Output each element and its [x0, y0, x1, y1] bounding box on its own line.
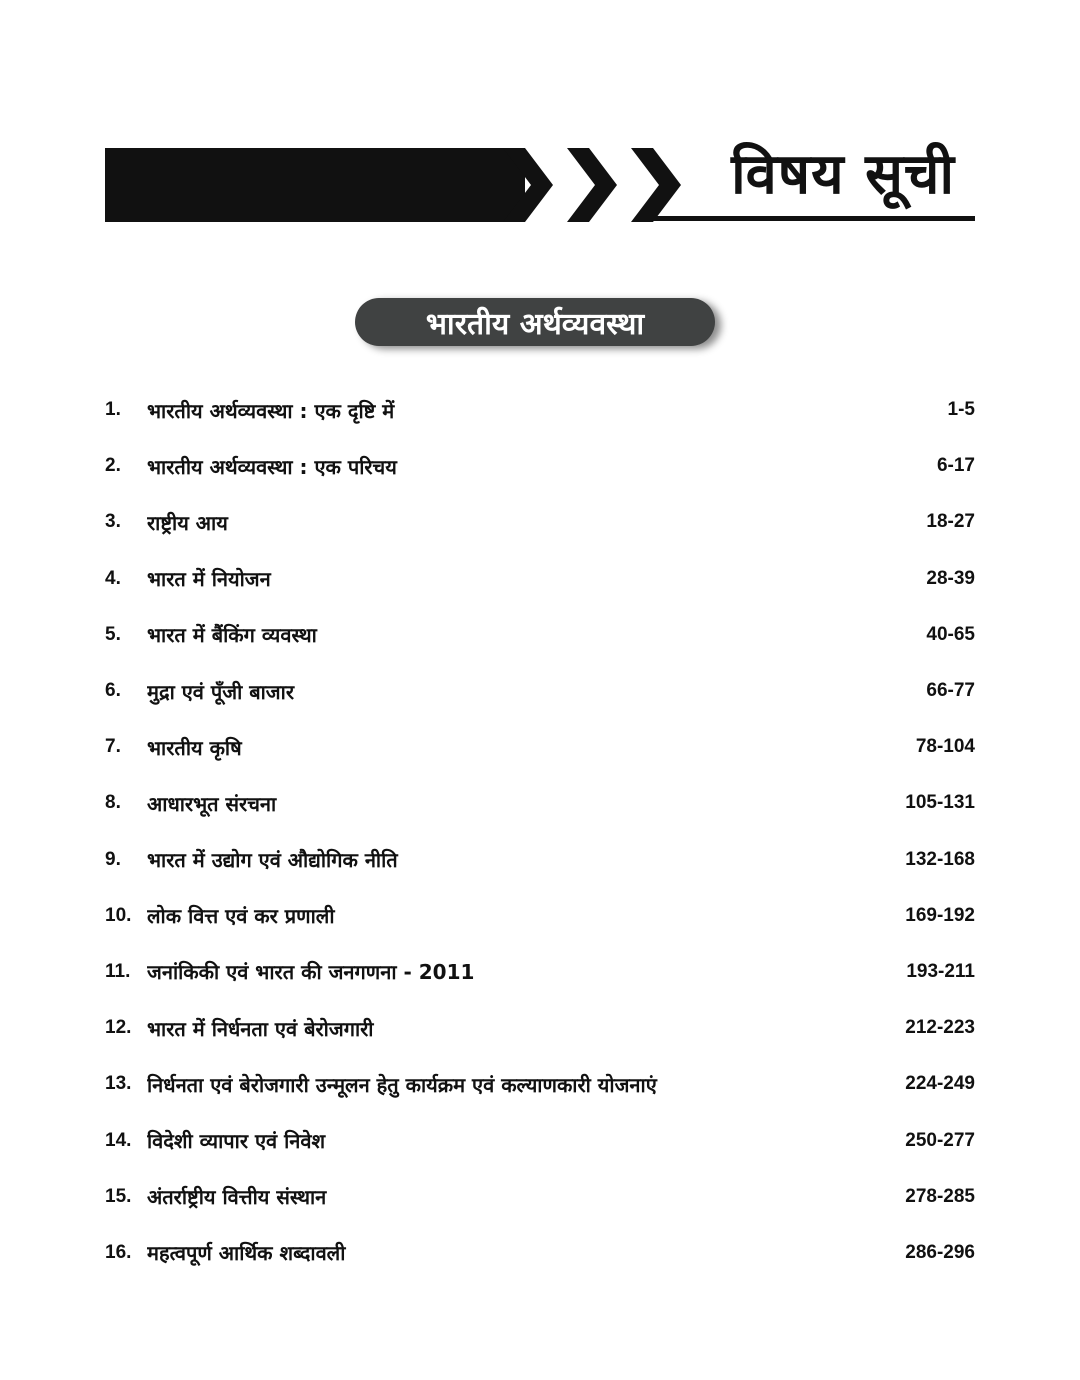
toc-pages: 169-192 — [905, 904, 975, 926]
page-title: विषय सूची — [731, 142, 955, 207]
toc-title: विदेशी व्यापार एवं निवेश — [147, 1129, 326, 1154]
toc-pages: 132-168 — [905, 848, 975, 870]
toc-row[interactable] — [105, 1056, 975, 1112]
header-banner — [105, 142, 975, 226]
toc-row[interactable] — [105, 1225, 975, 1281]
section-heading-pill — [355, 298, 715, 346]
toc-row[interactable] — [105, 1112, 975, 1168]
toc-number: 5. — [105, 623, 121, 645]
toc-title: लोक वित्त एवं कर प्रणाली — [147, 904, 335, 929]
toc-row[interactable] — [105, 551, 975, 607]
toc-pages: 286-296 — [905, 1241, 975, 1263]
toc-pages: 18-27 — [926, 511, 975, 533]
toc-number: 7. — [105, 736, 121, 758]
toc-number: 12. — [105, 1017, 132, 1039]
toc-pages: 250-277 — [905, 1129, 975, 1151]
toc-title: भारत में बैंकिंग व्यवस्था — [147, 623, 317, 648]
toc-row[interactable] — [105, 775, 975, 831]
toc-number: 10. — [105, 904, 132, 926]
toc-number: 8. — [105, 792, 121, 814]
toc-title: राष्ट्रीय आय — [147, 510, 228, 535]
toc-title: महत्वपूर्ण आर्थिक शब्दावली — [147, 1241, 346, 1266]
toc-number: 4. — [105, 567, 121, 589]
toc-pages: 78-104 — [915, 736, 975, 758]
toc-title: अंतर्राष्ट्रीय वित्तीय संस्थान — [147, 1185, 327, 1210]
toc-number: 11. — [105, 960, 131, 982]
toc-pages: 6-17 — [936, 455, 975, 477]
toc-number: 6. — [105, 680, 121, 702]
toc-title: मुद्रा एवं पूँजी बाजार — [147, 679, 295, 704]
toc-number: 1. — [105, 399, 121, 421]
toc-row[interactable] — [105, 888, 975, 944]
toc-pages: 66-77 — [926, 680, 975, 702]
section-heading — [355, 298, 725, 348]
toc-row[interactable] — [105, 944, 975, 1000]
toc-number: 13. — [105, 1073, 132, 1095]
toc-title: भारतीय कृषि — [147, 735, 242, 760]
toc-row[interactable] — [105, 832, 975, 888]
toc-row[interactable] — [105, 494, 975, 550]
toc-number: 15. — [105, 1185, 132, 1207]
toc-number: 14. — [105, 1129, 132, 1151]
toc-title: आधारभूत संरचना — [147, 791, 277, 816]
toc-pages: 1-5 — [947, 399, 975, 421]
toc-number: 9. — [105, 848, 121, 870]
toc-title: भारतीय अर्थव्यवस्था : एक परिचय — [147, 454, 397, 479]
toc-number: 3. — [105, 511, 121, 533]
section-heading-label: भारतीय अर्थव्यवस्था — [425, 306, 645, 342]
toc-title: भारतीय अर्थव्यवस्था : एक दृष्टि में — [147, 398, 395, 423]
toc-number: 2. — [105, 455, 121, 477]
toc-row[interactable] — [105, 719, 975, 775]
toc-title: भारत में निर्धनता एवं बेरोजगारी — [147, 1016, 374, 1041]
toc-row[interactable] — [105, 1169, 975, 1225]
toc-title: भारत में नियोजन — [147, 567, 271, 592]
toc-pages: 28-39 — [926, 567, 975, 589]
toc-pages: 105-131 — [905, 792, 975, 814]
toc-title: भारत में उद्योग एवं औद्योगिक नीति — [147, 848, 398, 873]
toc-pages: 193-211 — [906, 960, 975, 982]
toc-title: जनांकिकी एवं भारत की जनगणना - 2011 — [147, 960, 475, 985]
toc-row[interactable] — [105, 607, 975, 663]
table-of-contents — [105, 382, 975, 1281]
toc-pages: 224-249 — [905, 1073, 975, 1095]
toc-row[interactable] — [105, 663, 975, 719]
toc-row[interactable] — [105, 1000, 975, 1056]
toc-pages: 40-65 — [926, 623, 975, 645]
toc-pages: 212-223 — [905, 1017, 975, 1039]
toc-title: निर्धनता एवं बेरोजगारी उन्मूलन हेतु कार्यक्रम एवं कल्याणकारी योजनाएं — [147, 1072, 657, 1097]
toc-row[interactable] — [105, 438, 975, 494]
toc-row[interactable] — [105, 382, 975, 438]
toc-pages: 278-285 — [905, 1185, 975, 1207]
toc-number: 16. — [105, 1241, 132, 1263]
